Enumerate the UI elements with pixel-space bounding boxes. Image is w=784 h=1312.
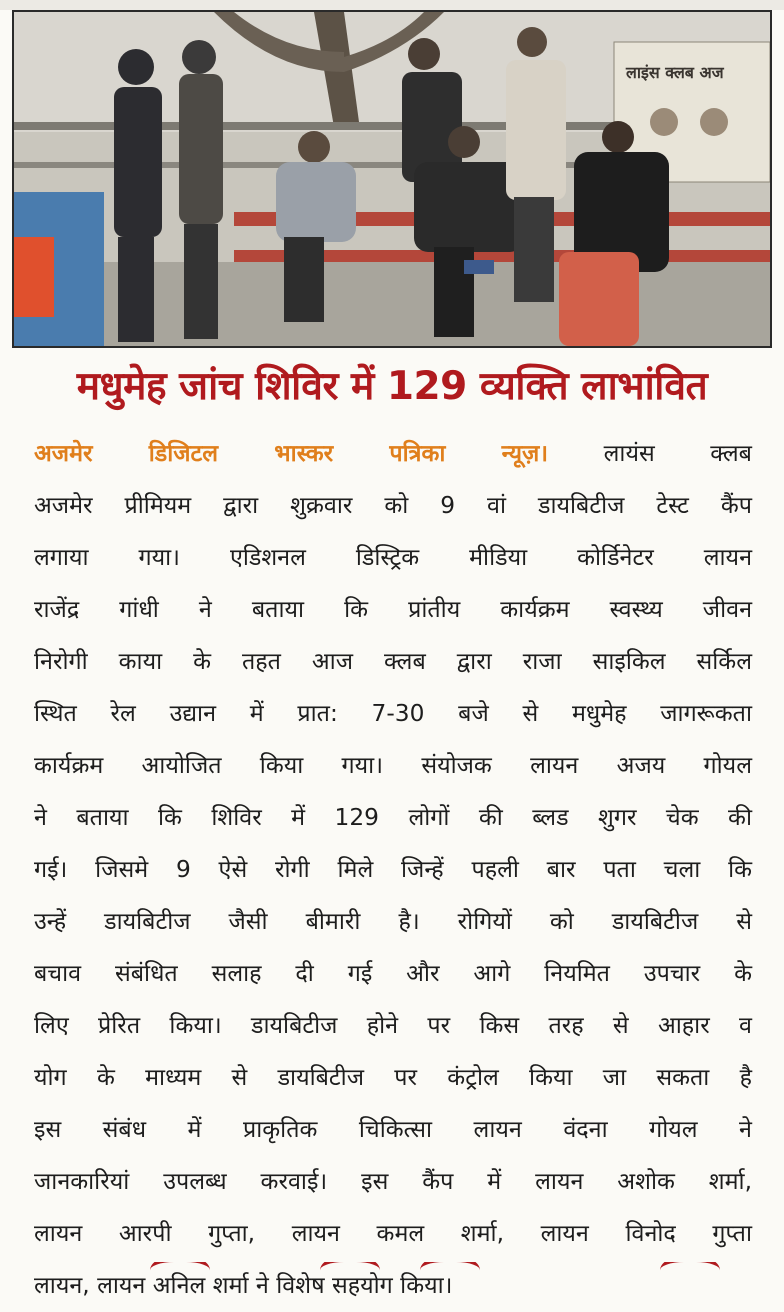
article-line: ने बताया कि शिविर में 129 लोगों की ब्लड शुगर चेक की — [34, 804, 752, 831]
article-line: योग के माध्यम से डायबिटीज पर कंट्रोल किया जा सकता है — [34, 1064, 752, 1091]
article-line: कार्यक्रम आयोजित किया गया। संयोजक लायन अजय गोयल — [34, 752, 752, 779]
article-line: अजमेर प्रीमियम द्वारा शुक्रवार को 9 वां डायबिटीज टेस्ट कैंप — [34, 492, 752, 519]
headline: मधुमेह जांच शिविर में 129 व्यक्ति लाभांवित — [76, 364, 708, 409]
news-photo — [12, 10, 772, 348]
article-line: राजेंद्र गांधी ने बताया कि प्रांतीय कार्यक्रम स्वस्थ्य जीवन — [34, 596, 752, 623]
article-line-text: लायंस क्लब — [548, 440, 752, 467]
article-line: बचाव संबंधित सलाह दी गई और आगे नियमित उपचार के — [34, 960, 752, 987]
article-line: स्थित रेल उद्यान में प्रात: 7-30 बजे से मधुमेह जागरूकता — [34, 700, 752, 727]
dateline: अजमेर डिजिटल भास्कर पत्रिका न्यूज़। — [34, 440, 549, 467]
article-line: लायन, लायन अनिल शर्मा ने विशेष सहयोग किया। — [34, 1272, 453, 1299]
article-body — [34, 428, 752, 1312]
top-clipped-strip — [0, 0, 784, 10]
article-line: लिए प्रेरित किया। डायबिटीज होने पर किस तरह से आहार व — [34, 1012, 752, 1039]
article-line: उन्हें डायबिटीज जैसी बीमारी है। रोगियों को डायबिटीज से — [34, 908, 752, 935]
article-line: लगाया गया। एडिशनल डिस्ट्रिक मीडिया कोर्डिनेटर लायन — [34, 544, 752, 571]
article-line: इस संबंध में प्राकृतिक चिकित्सा लायन वंदना गोयल ने — [34, 1116, 752, 1143]
article-line — [34, 428, 752, 480]
article-line: लायन आरपी गुप्ता, लायन कमल शर्मा, लायन विनोद गुप्ता — [34, 1220, 752, 1247]
article-line: जानकारियां उपलब्ध करवाई। इस कैंप में लायन अशोक शर्मा, — [34, 1168, 752, 1195]
banner-text: लाइंस क्लब अज — [626, 63, 724, 82]
photo-illustration — [14, 12, 770, 346]
next-headline-clipped — [0, 1262, 784, 1280]
article-line: गई। जिसमे 9 ऐसे रोगी मिले जिन्हें पहली बार पता चला कि — [34, 856, 752, 883]
article-line: निरोगी काया के तहत आज क्लब द्वारा राजा साइकिल सर्किल — [34, 648, 752, 675]
